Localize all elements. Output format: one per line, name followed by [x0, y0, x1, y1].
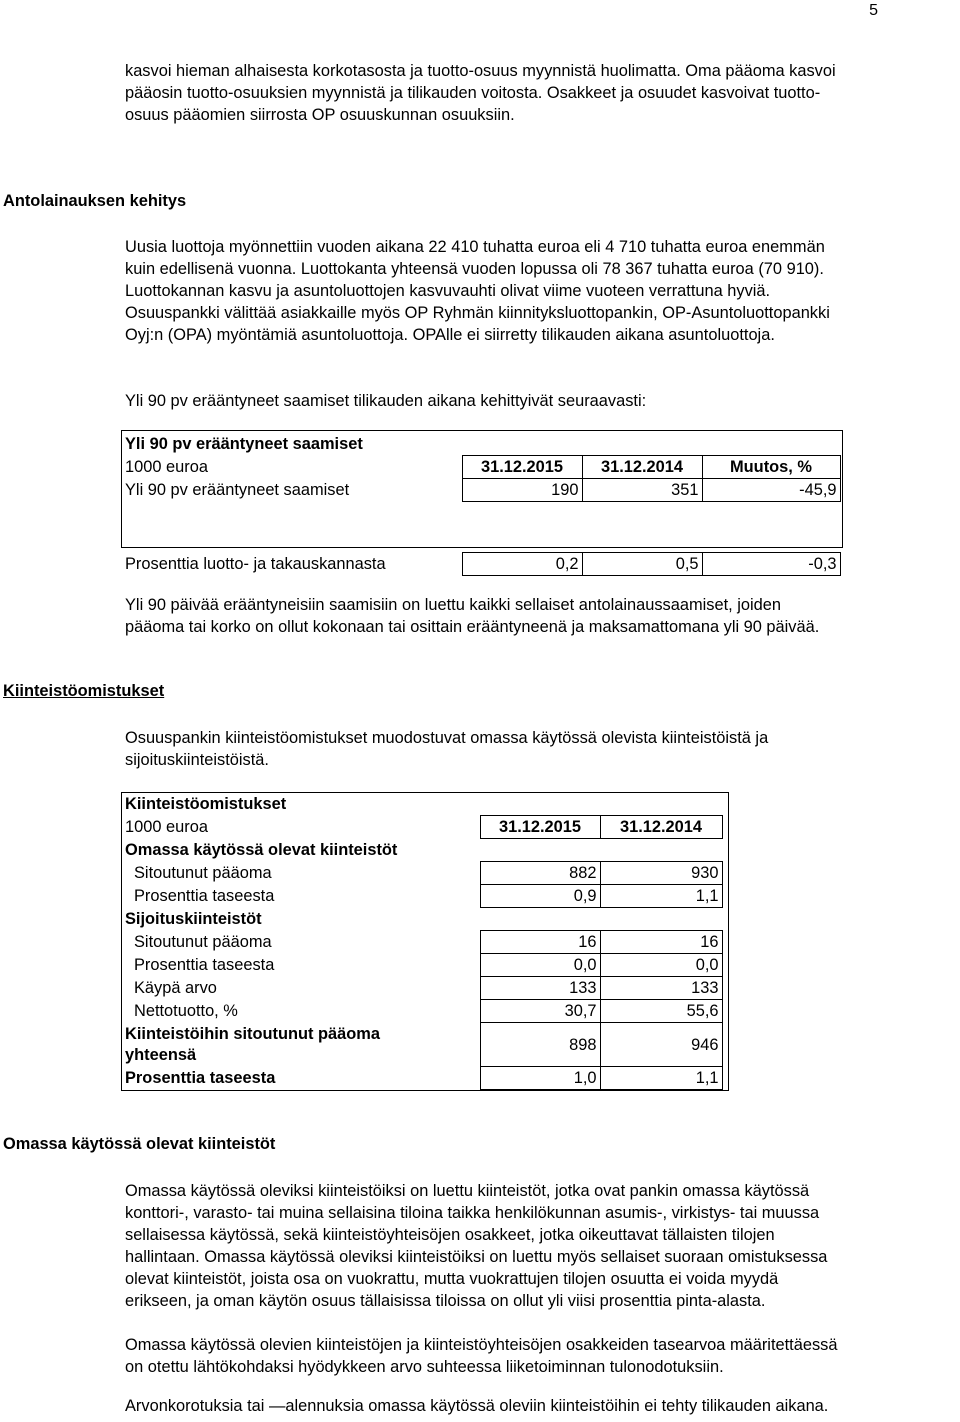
table-row: [122, 977, 722, 1000]
cell-value: 1,0: [480, 1067, 600, 1090]
table-row: [122, 931, 722, 954]
row-label: Sitoutunut pääoma: [134, 933, 272, 951]
text-line: kasvoi hieman alhaisesta korkotasosta ja tuotto-osuus myynnistä huolimatta. Oma pääoma kasvoi: [125, 62, 836, 80]
cell-value: 55,6: [600, 1000, 722, 1023]
cell-value: -0,3: [702, 553, 840, 576]
antolainaus-paragraph: [125, 236, 845, 346]
table-row: [122, 479, 840, 502]
column-header: 31.12.2014: [582, 456, 702, 479]
row-label: Prosenttia taseesta: [125, 1069, 276, 1087]
text-line: sellaisessa käytössä, sekä kiinteistöyhteisöjen osakkeet, jotka oikeuttavat tällaisten tilojen: [125, 1226, 775, 1244]
table-title: Kiinteistöomistukset: [125, 795, 287, 814]
tasearvo-paragraph: [125, 1334, 845, 1378]
table-row: [122, 553, 840, 576]
row-label-line: Kiinteistöihin sitoutunut pääoma: [125, 1024, 380, 1043]
arvonkorotus-paragraph: [125, 1395, 845, 1417]
cell-value: 351: [582, 479, 702, 502]
property-table: [122, 793, 723, 1090]
cell-value: 16: [480, 931, 600, 954]
cell-value: 1,1: [600, 885, 722, 908]
table-row: [122, 1067, 722, 1090]
cell-value: 930: [600, 862, 722, 885]
text-line: Osuuspankin kiinteistöomistukset muodostuvat omassa käytössä olevista kiinteistöistä ja: [125, 729, 769, 747]
row-label: Prosenttia taseesta: [134, 887, 275, 905]
cell-value: 133: [480, 977, 600, 1000]
cell-value: 190: [462, 479, 582, 502]
cell-value: 30,7: [480, 1000, 600, 1023]
row-label: Sitoutunut pääoma: [134, 864, 272, 882]
table-title: Yli 90 pv erääntyneet saamiset: [125, 435, 363, 454]
row-label: Käypä arvo: [134, 979, 217, 997]
cell-value: -45,9: [702, 479, 840, 502]
omassa-kaytossa-paragraph: [125, 1180, 845, 1312]
cell-value: 0,0: [600, 954, 722, 977]
cell-value: 0,5: [582, 553, 702, 576]
text-line: erikseen, ja oman käytön osuus tällaisissa tiloissa on ollut yli viisi prosenttia pinta-alasta.: [125, 1292, 766, 1310]
text-line: olevat kiinteistöt, joista osa on vuokrattu, mutta vuokrattujen tilojen osuutta ei voida myydä: [125, 1270, 779, 1288]
table-row: [122, 885, 722, 908]
cell-value: 133: [600, 977, 722, 1000]
row-label: Nettotuotto, %: [134, 1002, 238, 1020]
text-line: pääosin tuotto-osuuksien myynnistä ja tilikauden voitosta. Osakkeet ja osuudet kasvoivat tuotto-: [125, 84, 821, 102]
cell-value: 1,1: [600, 1067, 722, 1090]
cell-value: 946: [600, 1023, 722, 1067]
section-heading-kiinteistoomistukset: Kiinteistöomistukset: [3, 682, 165, 700]
text-line: on otettu lähtökohdaksi hyödykkeen arvo suhteessa liiketoiminnan tulonodotuksiin.: [125, 1358, 724, 1376]
text-line: Yli 90 päivää erääntyneisiin saamisiin on luettu kaikki sellaiset antolainaussaamiset, joiden: [125, 596, 781, 614]
text-line: Osuuspankki välittää asiakkaille myös OP Ryhmän kiinnityksluottopankin, OP-Asuntoluottopankki: [125, 304, 830, 322]
section-heading-antolainaus: Antolainauksen kehitys: [3, 192, 187, 210]
text-line: osuus pääomien siirrosta OP osuuskunnan osuuksiin.: [125, 106, 515, 124]
cell-value: 0,2: [462, 553, 582, 576]
row-label: Yli 90 pv erääntyneet saamiset: [125, 481, 350, 499]
table-row: [122, 1023, 722, 1067]
cell-value: 882: [480, 862, 600, 885]
table-row: [122, 1000, 722, 1023]
table-row: [122, 862, 722, 885]
row-label: Prosenttia luotto- ja takauskannasta: [125, 555, 386, 573]
group-heading: Omassa käytössä olevat kiinteistöt: [125, 841, 398, 859]
text-line: pääoma tai korko on ollut kokonaan tai osittain erääntyneenä ja maksamattomana yli 90 päivää.: [125, 618, 820, 636]
text-line: hallintaan. Omassa käytössä oleviksi kiinteistöiksi on luettu myös sellaiset suoraan omistuksessa: [125, 1248, 828, 1266]
overdue-table: [122, 433, 841, 576]
text-line: Uusia luottoja myönnettiin vuoden aikana 22 410 tuhatta euroa eli 4 710 tuhatta euroa enemmän: [125, 238, 825, 256]
column-header: 31.12.2015: [480, 816, 600, 839]
table-intro: Yli 90 pv erääntyneet saamiset tilikauden aikana kehittyivät seuraavasti:: [125, 392, 647, 410]
column-header: Muutos, %: [702, 456, 840, 479]
row-label: Prosenttia taseesta: [134, 956, 275, 974]
kiinteistoomistukset-paragraph: [125, 727, 845, 771]
text-line: Omassa käytössä olevien kiinteistöjen ja kiinteistöyhteisöjen osakkeiden tasearvoa määritettäessä: [125, 1336, 838, 1354]
table-row: [122, 954, 722, 977]
page-number: 5: [869, 2, 878, 19]
text-line: kuin edellisenä vuonna. Luottokanta yhteensä vuoden lopussa oli 78 367 tuhatta euroa (70 910).: [125, 260, 824, 278]
text-line: Omassa käytössä oleviksi kiinteistöiksi on luettu kiinteistöt, jotka ovat pankin omassa käytössä: [125, 1182, 810, 1200]
cell-value: 0,9: [480, 885, 600, 908]
row-label: [122, 1023, 480, 1067]
table-unit: 1000 euroa: [125, 818, 208, 836]
column-header: 31.12.2014: [600, 816, 722, 839]
cell-value: 0,0: [480, 954, 600, 977]
intro-paragraph: [125, 60, 845, 126]
table-unit: 1000 euroa: [125, 458, 208, 476]
text-line: Oyj:n (OPA) myöntämiä asuntoluottoja. OPAlle ei siirretty tilikauden aikana asuntoluottoja.: [125, 326, 775, 344]
overdue-definition-paragraph: [125, 594, 845, 638]
column-header: 31.12.2015: [462, 456, 582, 479]
text-line: sijoituskiinteistöistä.: [125, 751, 269, 769]
text-line: konttori-, varasto- tai muina sellaisina tiloina taikka henkilökunnan asumis-, virkistys- tai muussa: [125, 1204, 820, 1222]
text-line: Arvonkorotuksia tai —alennuksia omassa käytössä oleviin kiinteistöihin ei tehty tilikauden aikana.: [125, 1397, 829, 1415]
group-heading: Sijoituskiinteistöt: [125, 910, 262, 928]
cell-value: 16: [600, 931, 722, 954]
row-label-line: yhteensä: [125, 1045, 197, 1064]
text-line: Luottokannan kasvu ja asuntoluottojen kasvuvauhti olivat viime vuoteen verrattuna hyviä.: [125, 282, 771, 300]
cell-value: 898: [480, 1023, 600, 1067]
section-heading-omassa-kaytossa: Omassa käytössä olevat kiinteistöt: [3, 1135, 276, 1153]
